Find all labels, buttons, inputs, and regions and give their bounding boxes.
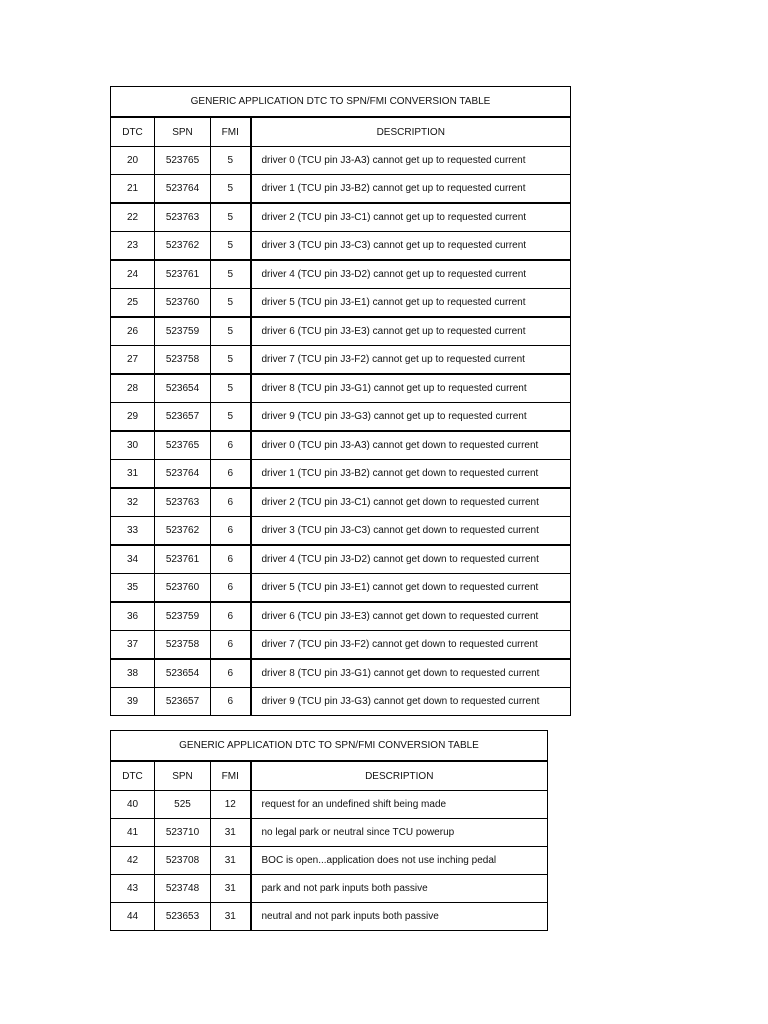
table-body — [111, 147, 571, 716]
description-cell: driver 7 (TCU pin J3-F2) cannot get down to requested current — [251, 631, 571, 660]
dtc-cell: 37 — [111, 631, 155, 660]
table-row — [111, 317, 571, 346]
description-cell: driver 4 (TCU pin J3-D2) cannot get down to requested current — [251, 545, 571, 574]
column-header-dtc: DTC — [111, 117, 155, 147]
dtc-cell: 31 — [111, 460, 155, 489]
fmi-cell: 5 — [211, 175, 251, 204]
description-cell: driver 1 (TCU pin J3-B2) cannot get up to requested current — [251, 175, 571, 204]
fmi-cell: 6 — [211, 574, 251, 603]
column-header-spn: SPN — [155, 761, 211, 791]
table-row — [111, 875, 548, 903]
fmi-cell: 6 — [211, 602, 251, 631]
dtc-conversion-table — [110, 86, 571, 716]
dtc-cell: 27 — [111, 346, 155, 375]
description-cell: driver 3 (TCU pin J3-C3) cannot get down to requested current — [251, 517, 571, 546]
dtc-cell: 28 — [111, 374, 155, 403]
fmi-cell: 5 — [211, 374, 251, 403]
fmi-cell: 6 — [211, 460, 251, 489]
description-cell: park and not park inputs both passive — [251, 875, 548, 903]
table-row — [111, 431, 571, 460]
spn-cell: 523765 — [155, 431, 211, 460]
dtc-cell: 40 — [111, 791, 155, 819]
table-row — [111, 289, 571, 318]
description-cell: driver 3 (TCU pin J3-C3) cannot get up to requested current — [251, 232, 571, 261]
table-row — [111, 659, 571, 688]
dtc-cell: 34 — [111, 545, 155, 574]
description-cell: driver 1 (TCU pin J3-B2) cannot get down to requested current — [251, 460, 571, 489]
table-row — [111, 346, 571, 375]
dtc-cell: 22 — [111, 203, 155, 232]
dtc-cell: 35 — [111, 574, 155, 603]
description-cell: driver 5 (TCU pin J3-E1) cannot get down to requested current — [251, 574, 571, 603]
dtc-cell: 44 — [111, 903, 155, 931]
dtc-cell: 32 — [111, 488, 155, 517]
fmi-cell: 31 — [211, 875, 251, 903]
table-row — [111, 517, 571, 546]
description-cell: neutral and not park inputs both passive — [251, 903, 548, 931]
column-header-spn: SPN — [155, 117, 211, 147]
fmi-cell: 6 — [211, 631, 251, 660]
spn-cell: 523761 — [155, 260, 211, 289]
table-body — [111, 791, 548, 931]
fmi-cell: 6 — [211, 545, 251, 574]
dtc-cell: 23 — [111, 232, 155, 261]
column-header-fmi: FMI — [211, 761, 251, 791]
description-cell: driver 9 (TCU pin J3-G3) cannot get up to requested current — [251, 403, 571, 432]
fmi-cell: 5 — [211, 232, 251, 261]
dtc-cell: 33 — [111, 517, 155, 546]
spn-cell: 523653 — [155, 903, 211, 931]
description-cell: driver 9 (TCU pin J3-G3) cannot get down to requested current — [251, 688, 571, 716]
spn-cell: 523710 — [155, 819, 211, 847]
dtc-cell: 36 — [111, 602, 155, 631]
fmi-cell: 6 — [211, 659, 251, 688]
dtc-cell: 38 — [111, 659, 155, 688]
table-title: GENERIC APPLICATION DTC TO SPN/FMI CONVERSION TABLE — [111, 731, 548, 762]
fmi-cell: 6 — [211, 488, 251, 517]
table-row — [111, 374, 571, 403]
description-cell: driver 2 (TCU pin J3-C1) cannot get down to requested current — [251, 488, 571, 517]
table-row — [111, 260, 571, 289]
description-cell: driver 0 (TCU pin J3-A3) cannot get down to requested current — [251, 431, 571, 460]
table-row — [111, 903, 548, 931]
description-cell: driver 7 (TCU pin J3-F2) cannot get up to requested current — [251, 346, 571, 375]
spn-cell: 523748 — [155, 875, 211, 903]
table-row — [111, 203, 571, 232]
fmi-cell: 31 — [211, 819, 251, 847]
table-title: GENERIC APPLICATION DTC TO SPN/FMI CONVERSION TABLE — [111, 87, 571, 118]
column-header-description: DESCRIPTION — [251, 761, 548, 791]
column-header-description: DESCRIPTION — [251, 117, 571, 147]
spn-cell: 523758 — [155, 631, 211, 660]
table-row — [111, 403, 571, 432]
spn-cell: 523764 — [155, 460, 211, 489]
fmi-cell: 5 — [211, 289, 251, 318]
fmi-cell: 31 — [211, 903, 251, 931]
spn-cell: 523763 — [155, 488, 211, 517]
table-row — [111, 545, 571, 574]
fmi-cell: 6 — [211, 517, 251, 546]
table-row — [111, 232, 571, 261]
fmi-cell: 31 — [211, 847, 251, 875]
spn-cell: 523708 — [155, 847, 211, 875]
description-cell: driver 0 (TCU pin J3-A3) cannot get up to requested current — [251, 147, 571, 175]
dtc-cell: 29 — [111, 403, 155, 432]
description-cell: driver 6 (TCU pin J3-E3) cannot get up to requested current — [251, 317, 571, 346]
spn-cell: 523759 — [155, 317, 211, 346]
description-cell: driver 2 (TCU pin J3-C1) cannot get up to requested current — [251, 203, 571, 232]
dtc-cell: 20 — [111, 147, 155, 175]
dtc-cell: 41 — [111, 819, 155, 847]
dtc-cell: 30 — [111, 431, 155, 460]
description-cell: driver 5 (TCU pin J3-E1) cannot get up to requested current — [251, 289, 571, 318]
spn-cell: 523763 — [155, 203, 211, 232]
dtc-cell: 39 — [111, 688, 155, 716]
spn-cell: 523758 — [155, 346, 211, 375]
dtc-cell: 43 — [111, 875, 155, 903]
table-row — [111, 147, 571, 175]
table-row — [111, 847, 548, 875]
description-cell: driver 8 (TCU pin J3-G1) cannot get down to requested current — [251, 659, 571, 688]
spn-cell: 523761 — [155, 545, 211, 574]
dtc-cell: 25 — [111, 289, 155, 318]
table-row — [111, 602, 571, 631]
description-cell: no legal park or neutral since TCU powerup — [251, 819, 548, 847]
spn-cell: 523762 — [155, 517, 211, 546]
description-cell: BOC is open...application does not use inching pedal — [251, 847, 548, 875]
spn-cell: 523760 — [155, 574, 211, 603]
table-row — [111, 631, 571, 660]
table-row — [111, 688, 571, 716]
table-row — [111, 574, 571, 603]
spn-cell: 523762 — [155, 232, 211, 261]
table-row — [111, 460, 571, 489]
table-row — [111, 819, 548, 847]
dtc-conversion-table — [110, 730, 548, 931]
fmi-cell: 12 — [211, 791, 251, 819]
dtc-cell: 42 — [111, 847, 155, 875]
spn-cell: 523657 — [155, 403, 211, 432]
spn-cell: 523654 — [155, 659, 211, 688]
dtc-cell: 26 — [111, 317, 155, 346]
spn-cell: 523765 — [155, 147, 211, 175]
description-cell: driver 8 (TCU pin J3-G1) cannot get up to requested current — [251, 374, 571, 403]
table-row — [111, 175, 571, 204]
fmi-cell: 5 — [211, 147, 251, 175]
spn-cell: 523654 — [155, 374, 211, 403]
fmi-cell: 5 — [211, 203, 251, 232]
description-cell: driver 4 (TCU pin J3-D2) cannot get up to requested current — [251, 260, 571, 289]
fmi-cell: 5 — [211, 403, 251, 432]
fmi-cell: 6 — [211, 431, 251, 460]
fmi-cell: 6 — [211, 688, 251, 716]
table-row — [111, 791, 548, 819]
column-header-fmi: FMI — [211, 117, 251, 147]
description-cell: driver 6 (TCU pin J3-E3) cannot get down to requested current — [251, 602, 571, 631]
fmi-cell: 5 — [211, 260, 251, 289]
spn-cell: 523760 — [155, 289, 211, 318]
table-row — [111, 488, 571, 517]
dtc-cell: 24 — [111, 260, 155, 289]
spn-cell: 523657 — [155, 688, 211, 716]
dtc-cell: 21 — [111, 175, 155, 204]
spn-cell: 525 — [155, 791, 211, 819]
fmi-cell: 5 — [211, 346, 251, 375]
fmi-cell: 5 — [211, 317, 251, 346]
spn-cell: 523759 — [155, 602, 211, 631]
spn-cell: 523764 — [155, 175, 211, 204]
description-cell: request for an undefined shift being made — [251, 791, 548, 819]
column-header-dtc: DTC — [111, 761, 155, 791]
